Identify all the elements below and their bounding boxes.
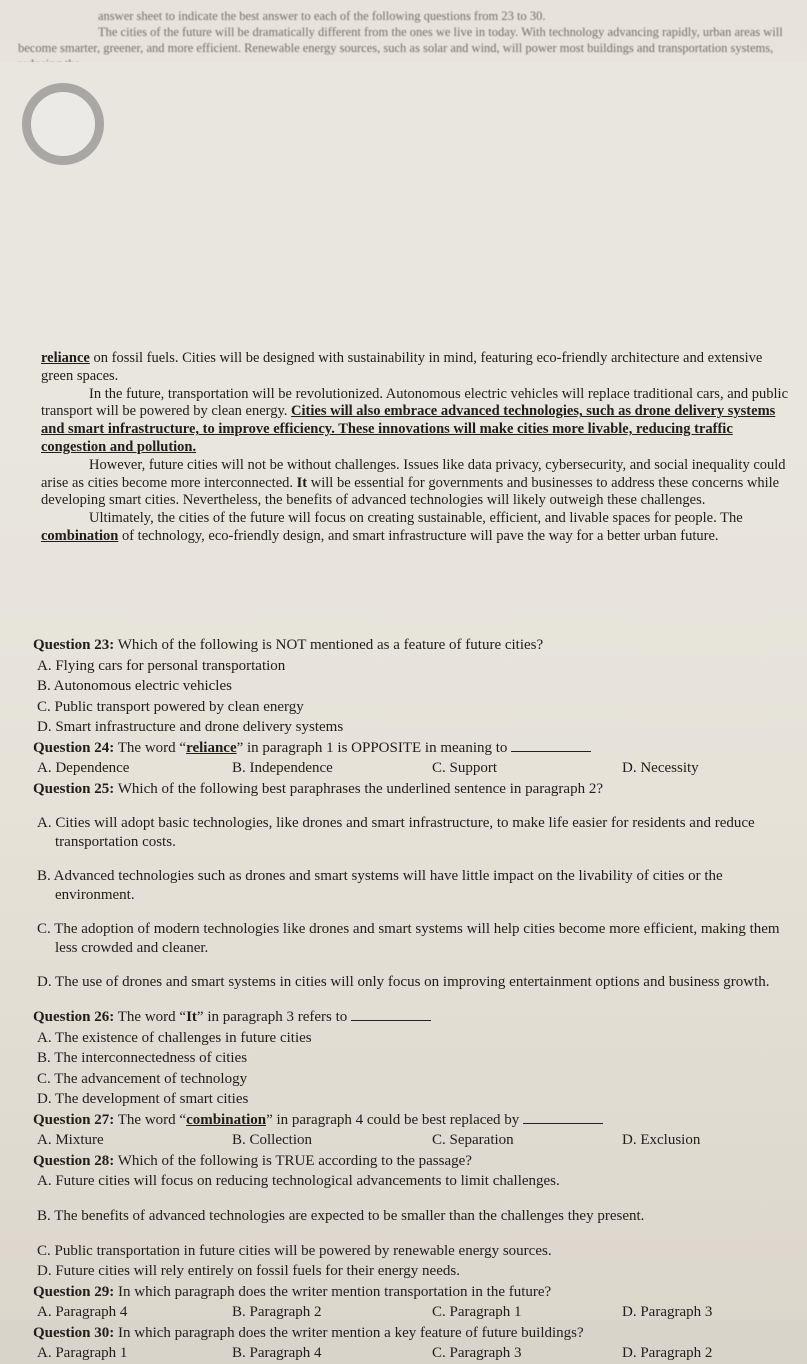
option[interactable]: D. The use of drones and smart systems in cities will only focus on improving entertainment options and business growth. bbox=[37, 974, 770, 990]
option[interactable]: D. Paragraph 2 bbox=[622, 1345, 713, 1361]
paragraph-text: In the future, transportation will be revolutionized. Autonomous electric vehicles will replace traditional cars, and public transport will be powered by clean energy. bbox=[41, 385, 789, 420]
question-keyword: reliance bbox=[186, 739, 237, 756]
question-number: Question 27: bbox=[33, 1111, 115, 1128]
question-keyword: It bbox=[186, 1009, 197, 1025]
question-text: The word “ bbox=[114, 1111, 187, 1128]
paragraph-text: However, future cities will not be without challenges. Issues like data privacy, cybersecurity, and social inequality could arise as cities become more interconnected. bbox=[41, 456, 786, 491]
paragraph-text: will be essential for governments and businesses to address these concerns while developing smart cities. Nevertheless, the benefits of advanced technologies will likely outweigh these challenges. bbox=[41, 474, 780, 509]
option[interactable]: D. Exclusion bbox=[622, 1132, 701, 1148]
option[interactable]: A. Paragraph 1 bbox=[37, 1345, 128, 1361]
paragraph-text: of technology, eco-friendly design, and smart infrastructure will pave the way for a better urban future. bbox=[118, 527, 719, 544]
option[interactable]: A. Flying cars for personal transportation bbox=[37, 657, 286, 674]
word-combination: combination bbox=[41, 527, 119, 544]
question-keyword: combination bbox=[186, 1111, 267, 1128]
question-number: Question 24: bbox=[33, 739, 115, 756]
circle-mark bbox=[22, 83, 104, 165]
option[interactable]: A. Cities will adopt basic technologies, like drones and smart infrastructure, to make life easier for residents and reduce transportation costs. bbox=[37, 815, 755, 850]
question-text: In which paragraph does the writer mention a key feature of future buildings? bbox=[114, 1324, 584, 1341]
paragraph-text: Ultimately, the cities of the future will focus on creating sustainable, efficient, and livable spaces for people. The bbox=[89, 510, 743, 527]
word-it: It bbox=[296, 474, 308, 491]
question-text: The word “ bbox=[114, 739, 187, 756]
passage-paragraph-3 bbox=[41, 457, 793, 510]
passage-paragraph-2 bbox=[41, 386, 793, 457]
question-number: Question 28: bbox=[33, 1152, 115, 1169]
question-text: ” in paragraph 3 refers to bbox=[196, 1009, 352, 1025]
option[interactable]: A. The existence of challenges in future cities bbox=[37, 1029, 312, 1046]
paragraph-text: on fossil fuels. Cities will be designed with sustainability in mind, featuring eco-friendly architecture and extensive green spaces. bbox=[41, 350, 763, 384]
option[interactable]: A. Paragraph 4 bbox=[37, 1304, 128, 1320]
question-number: Question 29: bbox=[33, 1283, 115, 1300]
option[interactable]: D. Future cities will rely entirely on fossil fuels for their energy needs. bbox=[37, 1263, 460, 1279]
question-text: ” in paragraph 1 is OPPOSITE in meaning to bbox=[236, 739, 512, 756]
option[interactable]: D. Paragraph 3 bbox=[622, 1304, 713, 1320]
options-row bbox=[37, 1130, 793, 1151]
blank-area bbox=[0, 62, 807, 342]
option[interactable]: A. Future cities will focus on reducing technological advancements to limit challenges. bbox=[37, 1173, 560, 1189]
option[interactable]: B. Collection bbox=[232, 1132, 312, 1148]
question-text: In which paragraph does the writer mention transportation in the future? bbox=[114, 1283, 552, 1300]
option[interactable]: B. Paragraph 4 bbox=[232, 1345, 322, 1361]
option[interactable]: C. Support bbox=[432, 760, 498, 776]
option[interactable]: B. Independence bbox=[232, 760, 333, 776]
option[interactable]: B. Autonomous electric vehicles bbox=[37, 678, 232, 694]
instruction-line: answer sheet to indicate the best answer to each of the following questions from 23 to 30. bbox=[98, 9, 546, 23]
option[interactable]: A. Dependence bbox=[37, 760, 130, 776]
answer-blank[interactable] bbox=[523, 1111, 603, 1124]
reading-passage bbox=[41, 350, 793, 546]
option[interactable]: D. Smart infrastructure and drone delivery systems bbox=[37, 719, 344, 735]
option[interactable]: C. Paragraph 3 bbox=[432, 1345, 522, 1361]
option[interactable]: C. Paragraph 1 bbox=[432, 1304, 522, 1320]
question-number: Question 26: bbox=[33, 1009, 115, 1025]
option[interactable]: B. Paragraph 2 bbox=[232, 1304, 322, 1320]
question-30 bbox=[33, 1323, 793, 1344]
question-27 bbox=[33, 1110, 793, 1131]
options-row bbox=[37, 758, 793, 779]
option[interactable]: B. Advanced technologies such as drones and smart systems will have little impact on the livability of cities or the environment. bbox=[37, 868, 723, 903]
option[interactable]: C. Public transportation in future cities will be powered by renewable energy sources. bbox=[37, 1242, 552, 1259]
option[interactable]: D. Necessity bbox=[622, 760, 699, 776]
option[interactable]: C. Public transport powered by clean energy bbox=[37, 698, 304, 715]
question-number: Question 23: bbox=[33, 637, 115, 653]
option[interactable]: C. Separation bbox=[432, 1132, 514, 1148]
question-text: Which of the following is TRUE according to the passage? bbox=[114, 1152, 472, 1169]
question-text: The word “ bbox=[114, 1009, 187, 1025]
option[interactable]: C. The advancement of technology bbox=[37, 1070, 248, 1087]
passage-paragraph-1-end bbox=[41, 350, 793, 386]
question-text: Which of the following best paraphrases the underlined sentence in paragraph 2? bbox=[114, 780, 603, 797]
question-25 bbox=[33, 779, 793, 800]
question-text: ” in paragraph 4 could be best replaced by bbox=[266, 1111, 524, 1128]
word-reliance: reliance bbox=[41, 350, 90, 366]
question-24 bbox=[33, 738, 793, 759]
question-28 bbox=[33, 1151, 793, 1172]
question-23 bbox=[33, 635, 793, 656]
option[interactable]: B. The benefits of advanced technologies are expected to be smaller than the challenges they present. bbox=[37, 1207, 645, 1224]
option[interactable]: D. The development of smart cities bbox=[37, 1091, 249, 1107]
answer-blank[interactable] bbox=[511, 739, 591, 752]
question-29 bbox=[33, 1282, 793, 1303]
question-number: Question 30: bbox=[33, 1324, 115, 1341]
passage-paragraph-1-start: The cities of the future will be dramatically different from the ones we live in today. With technology advancing rapidly, urban areas will become smarter, greener, and more efficient. Renewable energy sources, such as solar and wind, will power most buildings and transportation systems, bbox=[18, 25, 783, 55]
passage-paragraph-4 bbox=[41, 510, 793, 546]
question-list bbox=[33, 635, 793, 1364]
question-text: Which of the following is NOT mentioned as a feature of future cities? bbox=[114, 637, 544, 653]
question-26 bbox=[33, 1007, 793, 1028]
answer-blank[interactable] bbox=[351, 1008, 431, 1021]
option[interactable]: C. The adoption of modern technologies like drones and smart systems will help cities become more efficient, making them less crowded and cleaner. bbox=[37, 921, 780, 956]
underlined-sentence: Cities will also embrace advanced technologies, such as drone delivery systems and smart infrastructure, to improve efficiency. These innovations will make cities more livable, reducing traffic congestion and pollution. bbox=[41, 403, 776, 455]
options-row bbox=[37, 1302, 793, 1323]
question-number: Question 25: bbox=[33, 780, 115, 797]
options-row bbox=[37, 1343, 793, 1364]
option[interactable]: B. The interconnectedness of cities bbox=[37, 1050, 248, 1066]
option[interactable]: A. Mixture bbox=[37, 1132, 104, 1148]
